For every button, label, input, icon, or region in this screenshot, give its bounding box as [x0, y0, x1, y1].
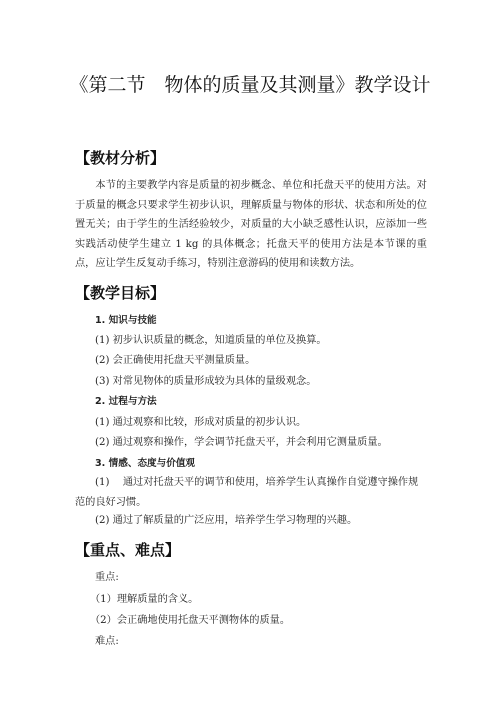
subheading-knowledge: 1. 知识与技能 — [95, 315, 157, 326]
list-item: （2）会正确地使用托盘天平测物体的质量。 — [90, 615, 291, 626]
section-heading-key-points: 【重点、难点】 — [75, 541, 181, 559]
analysis-paragraph: 本节的主要教学内容是质量的初步概念、单位和托盘天平的使用方法。对于质量的概念只要求学生初步认识，理解质量与物体的形状、状态和所处的位置无关；由于学生的生活经验较少，对质量的大小缺乏感性认识，应添加一些实践活动使学生建立 1 kg 的具体概念；托盘天平的使用方法是本节课的重点，应让学生反复动手练习，特别注意游码的使用和读数方法。 — [75, 180, 427, 270]
list-item: (2) 会正确使用托盘天平测量质量。 — [95, 355, 256, 366]
subheading-process: 2. 过程与方法 — [95, 396, 157, 407]
key-label: 重点: — [95, 572, 119, 583]
list-item: (2) 通过观察和操作，学会调节托盘天平，并会利用它测量质量。 — [95, 437, 388, 448]
section-heading-goals: 【教学目标】 — [75, 284, 166, 302]
list-item: (1) 通过对托盘天平的调节和使用，培养学生认真操作自觉遵守操作规范的良好习惯。 — [75, 477, 419, 508]
subheading-emotion: 3. 情感、态度与价值观 — [95, 458, 196, 469]
document-title: 《第二节 物体的质量及其测量》教学设计 — [69, 74, 431, 96]
list-item: (2) 通过了解质量的广泛应用，培养学生学习物理的兴趣。 — [95, 515, 358, 526]
list-item: (1) 初步认识质量的概念，知道质量的单位及换算。 — [95, 335, 327, 346]
section-heading-analysis: 【教材分析】 — [75, 149, 166, 167]
list-item: (1) 通过观察和比较，形成对质量的初步认识。 — [95, 417, 307, 428]
list-item: （1）理解质量的含义。 — [90, 594, 199, 605]
difficult-label: 难点: — [95, 636, 119, 647]
list-item: (3) 对常见物体的质量形成较为具体的量级观念。 — [95, 376, 317, 387]
